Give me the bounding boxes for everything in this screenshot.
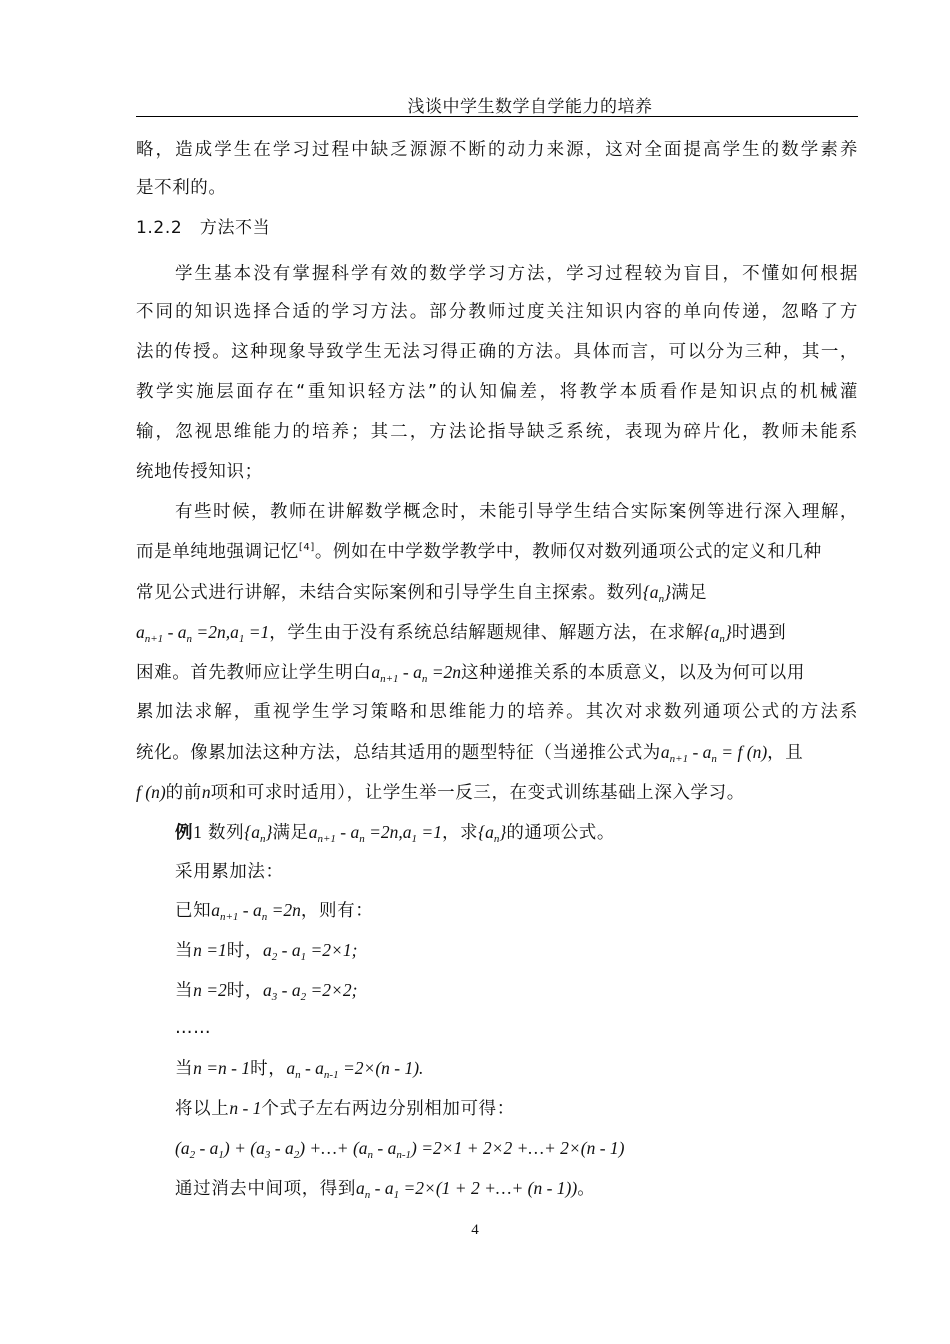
header-rule [136, 116, 858, 117]
paragraph-line: 统地传授知识； [136, 462, 263, 482]
text-span: 当 [175, 981, 194, 1001]
known-line: 已知$a_{n+1} - a_n =2n$，则有： [175, 900, 374, 923]
math-recurrence: $a_{n+1} - a_n = f$ (n) [660, 742, 768, 765]
text-span: ，求 [441, 823, 479, 843]
case-line: 当n =1时，$a_2 - a_1 =2\times 1$; [175, 940, 358, 963]
text-span: 个式子左右两边分别相加可得： [261, 1099, 515, 1119]
paragraph-line: 略，造成学生在学习过程中缺乏源源不断的动力来源，这对全面提高学生的数学素养 [136, 140, 858, 160]
ellipsis-line: …… [175, 1018, 212, 1038]
example-number: 1 [193, 822, 202, 842]
page-number: 4 [471, 1222, 479, 1238]
text-span: 困难。首先教师应让学生明白 [136, 663, 372, 683]
text-span: 的通项公式。 [506, 823, 616, 843]
text-span: 常见公式进行讲解，未结合实际案例和引导学生自主探索。数列 [136, 583, 643, 603]
sum-equation: $(a_2 - a_1) + (a_3 - a_2)$ +…+ $(a_n - a_{n-1}) =2\times 1 + 2\times 2$ +…+ 2×(n - 1) [175, 1138, 625, 1161]
paragraph-line [136, 540, 858, 564]
text-span: 满足 [671, 583, 708, 603]
text-span: ，且 [767, 743, 804, 763]
method-line: 采用累加法： [175, 862, 284, 882]
paragraph-line [136, 740, 858, 765]
paragraph-line: 学生基本没有掌握科学有效的数学学习方法，学习过程较为盲目，不懂如何根据 [175, 264, 858, 284]
paragraph-line: 法的传授。这种现象导致学生无法习得正确的方法。具体而言，可以分为三种，其一， [136, 342, 858, 362]
text-span: 而是单纯地强调记忆 [136, 542, 299, 562]
text-span: ，学生由于没有系统总结解题规律、解题方法，在求解 [269, 623, 704, 643]
sum-text-line: 将以上n - 1个式子左右两边分别相加可得： [175, 1098, 515, 1119]
example-statement: 例1 数列$\{a_n\}$满足$a_{n+1} - a_n =2n,a_1 =1$，求$\{a_n\}$的通项公式。 [175, 822, 616, 845]
math-recurrence: $a_{n+1} - a_n =2n$ [371, 662, 462, 685]
text-span: 通过消去中间项，得到 [175, 1179, 356, 1199]
paragraph-line [136, 620, 858, 645]
case-line: 当n =2时，$a_3 - a_2 =2\times 2$; [175, 980, 358, 1003]
math-sequence: $\{a_n\}$ [703, 622, 732, 645]
text-span: 的前 [165, 783, 202, 803]
text-span: 当 [175, 1059, 194, 1079]
case-line: 当n =n - 1时，$a_n - a_{n-1} =2\times(n - 1)$. [175, 1058, 424, 1081]
page-header-title: 浅谈中学生数学自学能力的培养 [407, 97, 653, 117]
paragraph-line: 教学实施层面存在“重知识轻方法”的认知偏差，将教学本质看作是知识点的机械灌 [136, 382, 858, 402]
paragraph-line [136, 580, 858, 605]
text-span: 时， [226, 981, 263, 1001]
text-span: 数列 [208, 823, 245, 843]
final-line: 通过消去中间项，得到$a_n - a_1 =2\times(1 + 2$ +…+ (n - 1))。 [175, 1178, 596, 1201]
text-span: 这种递推关系的本质意义，以及为何可以用 [461, 663, 805, 683]
text-span: 项和可求时适用），让学生举一反三，在变式训练基础上深入学习。 [210, 783, 745, 803]
text-span: 。例如在中学数学教学中，教师仅对数列通项公式的定义和几种 [314, 542, 822, 562]
paragraph-line: 不同的知识选择合适的学习方法。部分教师过度关注知识内容的单向传递，忽略了方 [136, 302, 858, 322]
text-span: 统化。像累加法这种方法，总结其适用的题型特征（当递推公式为 [136, 743, 661, 763]
text-span: 满足 [272, 823, 309, 843]
section-heading: 1.2.2 方法不当 [136, 218, 271, 238]
math-n: n [201, 782, 211, 802]
citation-ref: [4] [298, 542, 315, 553]
paragraph-line [136, 780, 858, 805]
paragraph-line: 是不利的。 [136, 178, 227, 198]
paragraph-line: 累加法求解，重视学生学习策略和思维能力的培养。其次对求数列通项公式的方法系 [136, 702, 858, 722]
text-span: 时遇到 [731, 623, 787, 643]
paragraph-line: 输，忽视思维能力的培养；其二，方法论指导缺乏系统，表现为碎片化，教师未能系 [136, 422, 858, 442]
example-label: 例 [175, 823, 194, 843]
math-sequence: $\{a_n\}$ [642, 582, 672, 605]
paragraph-line [136, 660, 858, 685]
paragraph-line: 有些时候，教师在讲解数学概念时，未能引导学生结合实际案例等进行深入理解， [175, 502, 858, 522]
text-span: 时， [250, 1059, 287, 1079]
text-span: 已知 [175, 901, 212, 921]
text-span: 。 [577, 1179, 596, 1199]
text-span: ，则有： [300, 901, 374, 921]
text-span: 时， [226, 941, 263, 961]
math-recurrence: $a_{n+1} - a_n =2n,a_1 =1$ [136, 622, 270, 645]
math-fn: f (n) [136, 782, 166, 802]
text-span: 将以上 [175, 1099, 230, 1119]
text-span: 当 [175, 941, 194, 961]
